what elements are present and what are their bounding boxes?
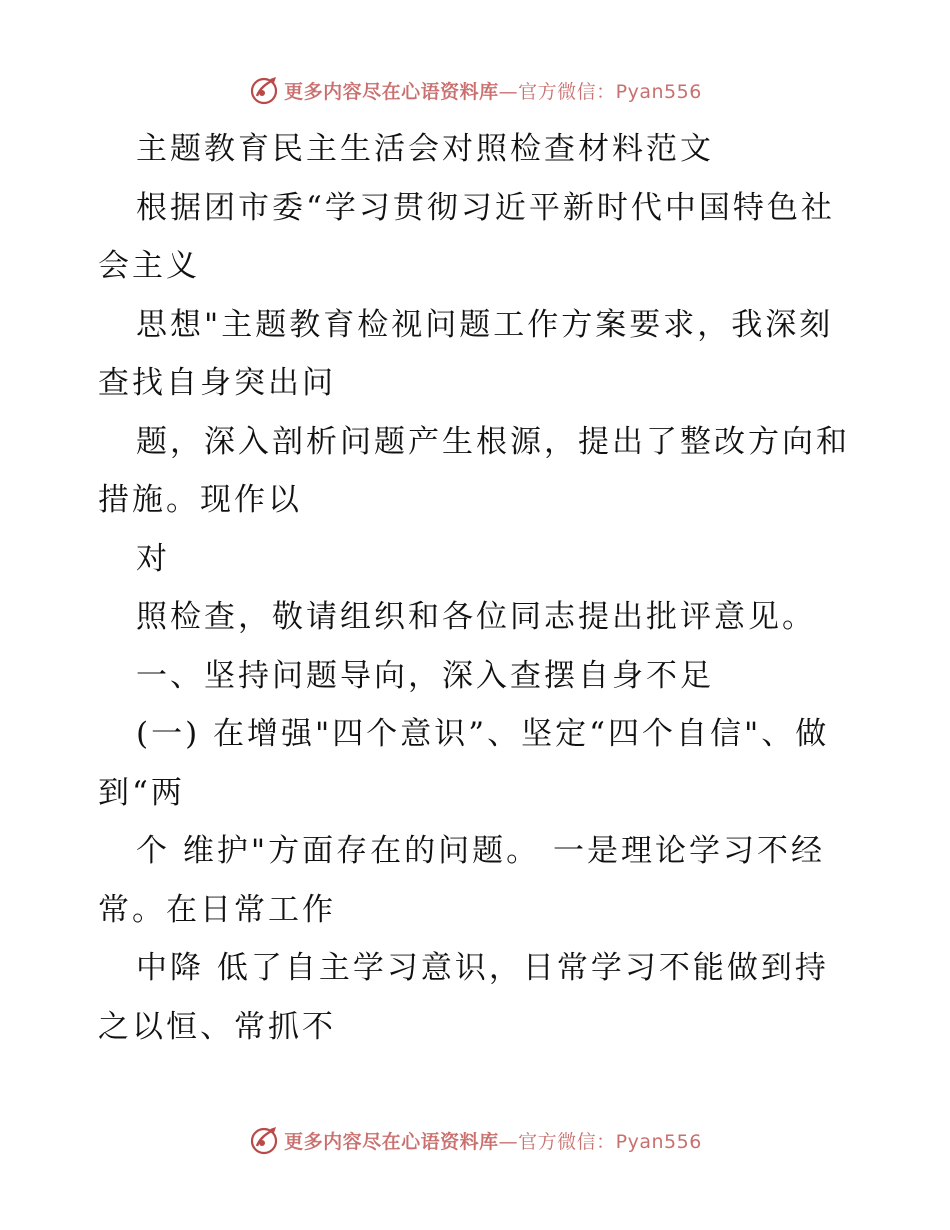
section-heading: 一、坚持问题导向，深入查摆自身不足 (136, 657, 714, 694)
document-body (98, 120, 858, 1056)
footer-dash: — (498, 1130, 519, 1153)
paragraph-line: 根据团市委“学习贯彻习近平新时代中国特色社 (136, 189, 835, 226)
paragraph-line: 对 (136, 540, 170, 577)
header-wechat: 官方微信：Pyan556 (518, 80, 702, 103)
header-watermark-banner (0, 72, 950, 108)
paragraph-line: 照检查，敬请组织和各位同志提出批评意见。 (136, 599, 816, 635)
subsection-heading: (一) 在增强"四个意识”、坚定“四个自信"、做 (136, 716, 830, 752)
document-title: 主题教育民主生活会对照检查材料范文 (136, 131, 714, 167)
paragraph-line: 题，深入剖析问题产生根源，提出了整改方向和 (136, 423, 850, 460)
footer-site-name: 更多内容尽在心语资料库 (284, 1130, 499, 1153)
paragraph-line: 个 维护"方面存在的问题。 一是理论学习不经 (136, 833, 825, 869)
paragraph-line: 之以恒、常抓不 (98, 1008, 336, 1045)
paragraph-line: 常。在日常工作 (98, 891, 336, 928)
header-watermark-text (284, 77, 702, 104)
header-site-name: 更多内容尽在心语资料库 (284, 80, 499, 103)
pen-swirl-logo-icon (248, 1124, 280, 1156)
paragraph-line: 会主义 (98, 248, 200, 284)
footer-wechat: 官方微信：Pyan556 (518, 1130, 702, 1153)
paragraph-line: 中降 低了自主学习意识，日常学习不能做到持 (136, 950, 829, 986)
paragraph-line: 措施。现作以 (98, 482, 302, 518)
footer-watermark-banner (0, 1122, 950, 1158)
paragraph-line: 思想"主题教育检视问题工作方案要求，我深刻 (136, 306, 834, 343)
pen-swirl-logo-icon (248, 74, 280, 106)
paragraph-line: 查找自身突出问 (98, 365, 336, 401)
header-dash: — (498, 80, 519, 103)
paragraph-line: 到“两 (98, 774, 185, 811)
footer-watermark-text (284, 1127, 702, 1154)
